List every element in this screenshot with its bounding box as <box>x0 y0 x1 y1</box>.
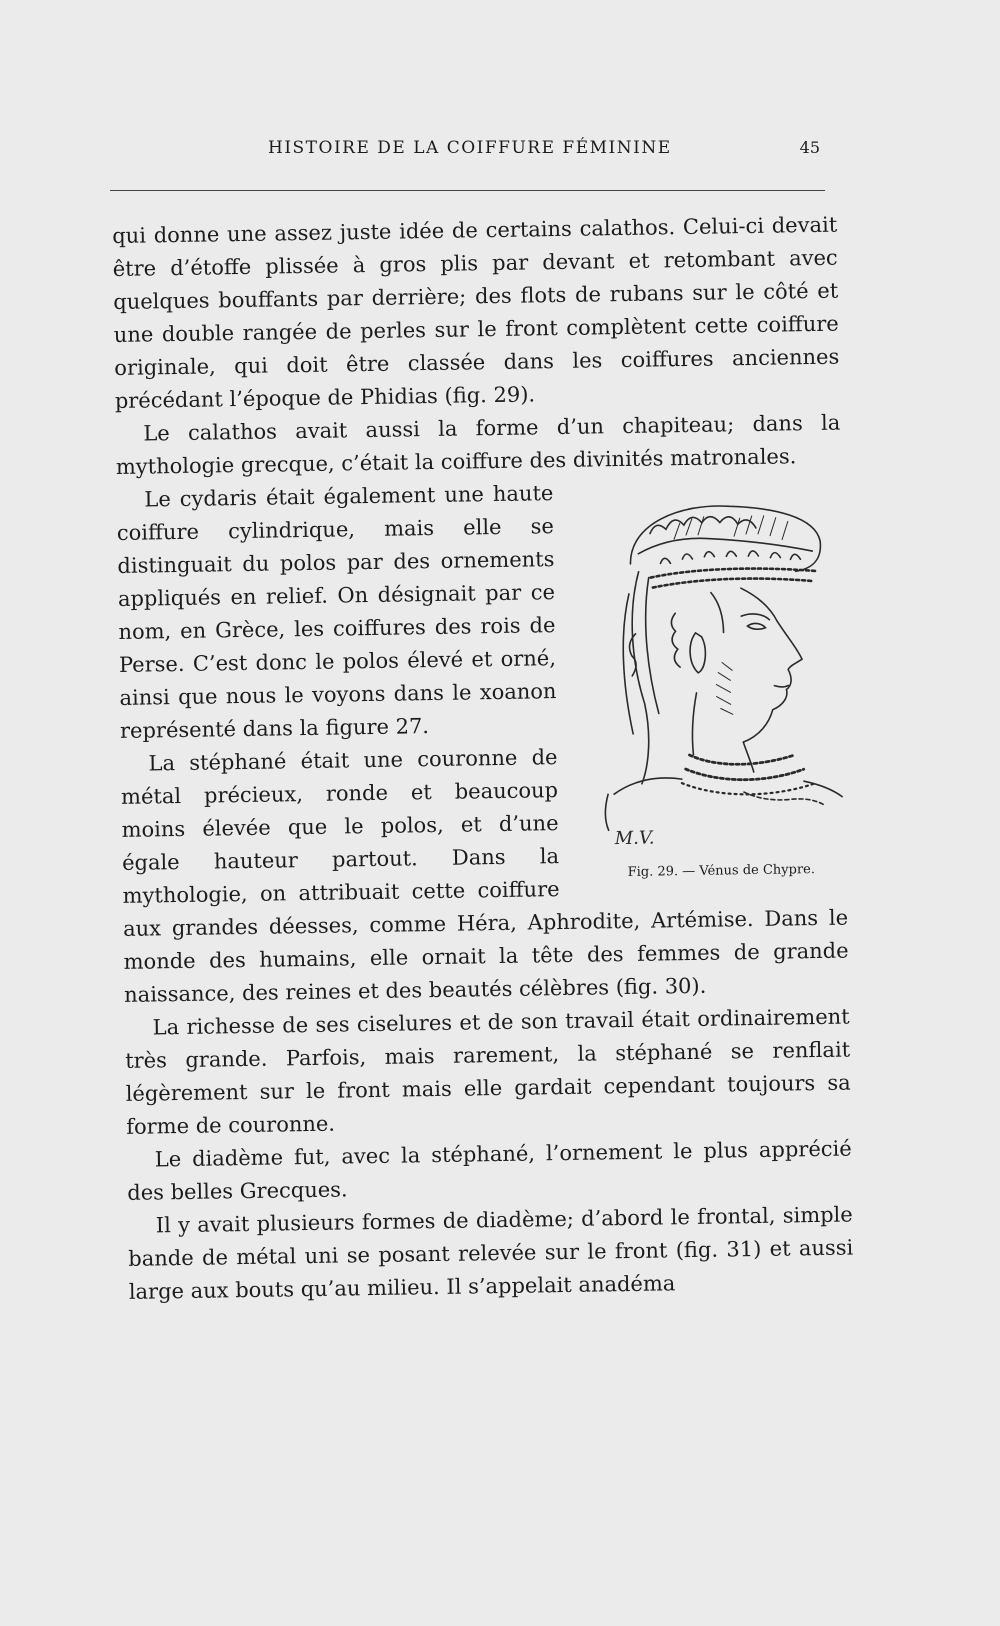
paragraph: Le calathos avait aussi la forme d’un chapiteau; dans la mythologie grecque, c’était la coiffure des divinités matronales. <box>115 410 841 479</box>
paragraph: La richesse de ses ciselures et de son travail était ordinairement très grande. Parfois, mais rarement, la stéphané se renflait légèrement sur le front mais elle gardait cependant toujours sa forme de couronne. <box>125 1004 851 1139</box>
illustration-venus-head <box>589 491 847 860</box>
body-text <box>112 209 854 1309</box>
paragraph: Le diadème fut, avec la stéphané, l’ornement le plus apprécié des belles Grecques. <box>127 1136 852 1205</box>
running-header <box>110 138 830 166</box>
figure-29 <box>589 491 847 882</box>
figure-caption: Fig. 29. — Vénus de Chypre. <box>627 862 816 880</box>
page-number: 45 <box>799 138 820 157</box>
paragraph: qui donne une assez juste idée de certains calathos. Celui-ci devait être d’étoffe plissée à gros plis par devant et retombant avec quelques bouffants par derrière; des flots de rubans sur le côté et une double rangée de perles sur le front complètent cette coiffure originale, qui doit être classée dans les coiffures anciennes précédant l’époque de Phidias (fig. 29). <box>112 212 840 413</box>
paragraph: Le cydaris était également une haute coiffure cylindrique, mais elle se distinguait du polos par des ornements appliqués en relief. On désignait par ce nom, en Grèce, les coiffures des rois de Perse. C’est donc le polos élevé et orné, ainsi que nous le voyons dans le xoanon représenté dans la figure 27. <box>116 481 557 743</box>
paragraph: Il y avait plusieurs formes de diadème; d’abord le frontal, simple bande de métal uni se posant relevée sur le front (fig. 31) et aussi large aux bouts qu’au milieu. Il s’appelait anadéma <box>128 1202 854 1304</box>
header-rule <box>110 190 825 191</box>
paragraph: La stéphané était une couronne de métal précieux, ronde et beaucoup moins élevée que le polos, et d’une égale hauteur partout. Dans la mythologie, on attribuait cette coiffure aux grandes déesses, comme Héra, Aphrodite, Artémise. Dans le monde des humains, elle ornait la tête des femmes de grande naissance, des reines et des beautés célèbres (fig. 30). <box>120 745 849 1007</box>
running-title: HISTOIRE DE LA COIFFURE FÉMININE <box>268 138 672 158</box>
artist-signature: M.V. <box>614 827 655 850</box>
